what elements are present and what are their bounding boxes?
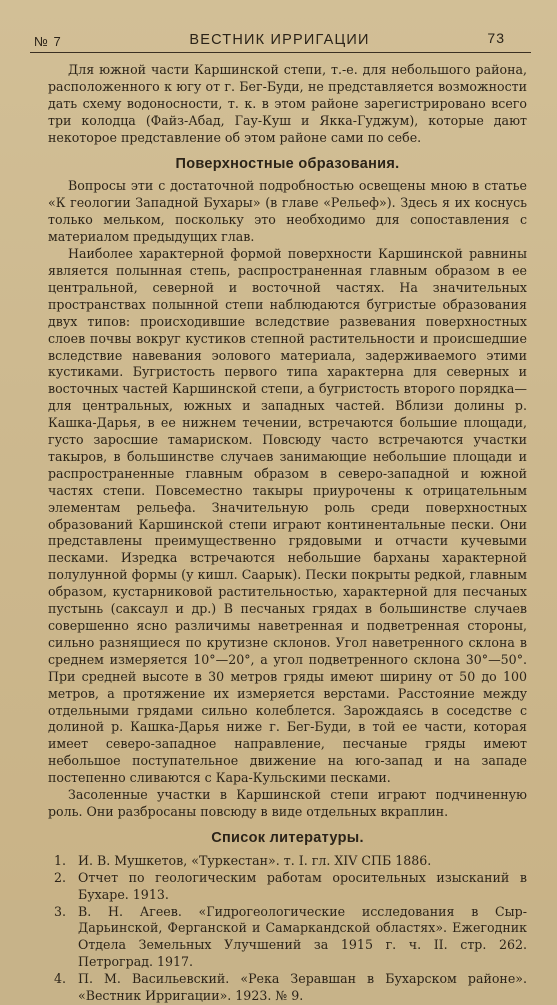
section-paragraph-1: Вопросы эти с достаточной подробностью освещены мною в статье «К геологии Западной Бухары» (в главе «Рельеф»). Здесь я их коснусь только мельком, поскольку это необходимо для сопоставления с материалом предыдущих глав.: [48, 178, 527, 245]
references-heading: Список литературы.: [211, 829, 364, 846]
issue-number: № 7: [34, 34, 62, 49]
reference-text: Отчет по геологическим работам оросительных изысканий в Бухаре. 1913.: [78, 869, 527, 902]
reference-item: [48, 870, 527, 904]
intro-paragraph: Для южной части Каршинской степи, т.-е. для небольшого района, расположенного к югу от г. Бег-Буди, не представляется возможности дать схему водоносности, т. к. в этом районе зарегистрировано всего три колодца (Файз-Абад, Гау-Куш и Якка-Гуджум), которые дают некоторое представление об этом районе сами по себе.: [48, 62, 527, 145]
reference-item: [48, 971, 527, 1005]
journal-title: ВЕСТНИК ИРРИГАЦИИ: [189, 32, 370, 48]
reference-number: 4.: [54, 971, 67, 987]
header-rule: [30, 52, 531, 53]
reference-item: [48, 853, 527, 870]
section-heading: Поверхностные образования.: [175, 155, 400, 172]
reference-text: И. В. Мушкетов, «Туркестан». т. I. гл. XIV СПБ 1886.: [78, 852, 432, 868]
references-list: [48, 853, 527, 1005]
page-number: 73: [487, 30, 505, 46]
section-paragraph-2: Наиболее характерной формой поверхности Каршинской равнины является полынная степь, распространенная главным образом в ее центральной, северной и восточной частях. На значительных пространствах полынной степи наблюдаются бугристые образования двух типов: происходившие вследствие развевания поверхностных слоев почвы вокруг кустиков степной растительности и происшедшие вследствие навевания эолового материала, задерживаемого этими кустиками. Бугристость первого типа характерна для северных и восточных частей Каршинской степи, а бугристость второго порядка—для центральных, южных и западных частей. Вблизи долины р. Кашка-Дарья, в ее нижнем течении, встречаются большие площади, густо заросшие тамариском. Повсюду часто встречаются участки такыров, в большинстве случаев занимающие небольшие площади и распространенные главным образом в северо-западной и южной частях степи. Повсеместно такыры приурочены к отрицательным элементам рельефа. Значительную роль среди поверхностных образований Каршинской степи играют континентальные пески. Они представлены преимущественно грядовыми и отчасти кучевыми песками. Изредка встречаются небольшие барханы характерной полулунной формы (у кишл. Саарык). Пески покрыты редкой, главным образом, кустарниковой растительностью, характерной для песчаных пустынь (саксаул и др.) В песчаных грядах в большинстве случаев совершенно ясно различимы наветренная и подветренная стороны, сильно разнящиеся по крутизне склонов. Угол наветренного склона в среднем измеряется 10°—20°, а угол подветренного склона 30°—50°. При средней высоте в 30 метров гряды имеют ширину от 50 до 100 метров, а протяжение их измеряется верстами. Расстояние между отдельными грядами сильно колеблется. Зарождаясь в соседстве с долиной р. Кашка-Дарья ниже г. Бег-Буди, в той ее части, которая имеет северо-западное направление, песчаные гряды имеют небольшое поступательное движение на юго-запад и на западе постепенно сливаются с Кара-Кульскими песками.: [48, 246, 527, 786]
reference-item: [48, 904, 527, 972]
page-body: [48, 62, 527, 1005]
page-header: [30, 30, 529, 50]
reference-number: 3.: [54, 903, 67, 919]
reference-text: П. М. Васильевский. «Река Зеравшан в Бухарском районе». «Вестник Ирригации». 1923. № 9.: [78, 971, 527, 1004]
reference-number: 2.: [54, 869, 67, 885]
section-paragraph-3: Засоленные участки в Каршинской степи играют подчиненную роль. Они разбросаны повсюду в виде отдельных вкраплин.: [48, 787, 527, 819]
reference-number: 1.: [54, 852, 67, 868]
reference-text: В. Н. Агеев. «Гидрогеологические исследования в Сыр-Дарьинской, Ферганской и Самаркандской областях». Ежегодник Отдела Земельных Улучшений за 1915 г. ч. II. стр. 262. Петроград. 1917.: [78, 903, 527, 970]
